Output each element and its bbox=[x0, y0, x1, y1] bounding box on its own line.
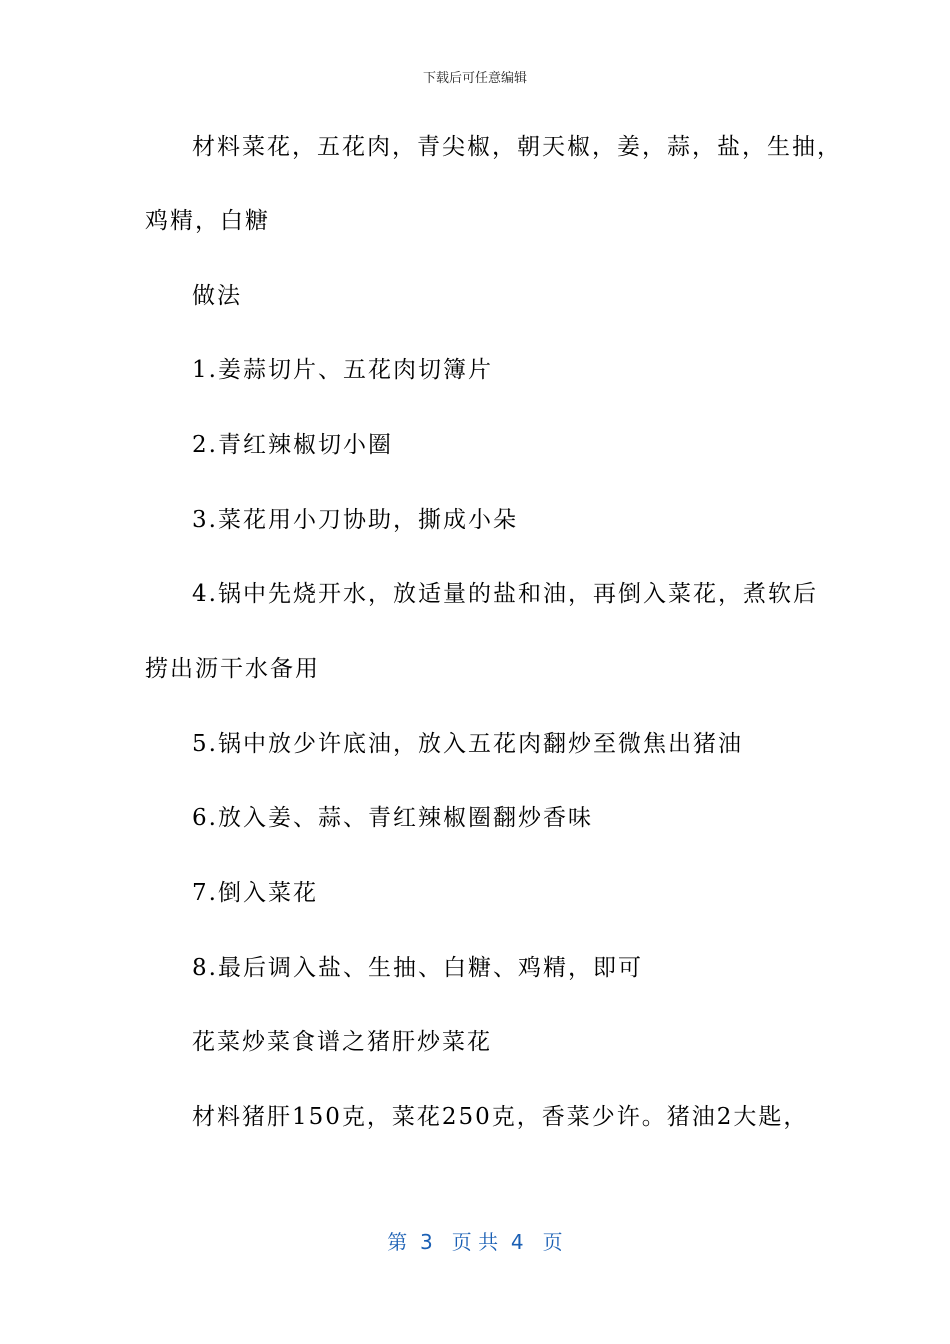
step-item: 3.菜花用小刀协助，撕成小朵 bbox=[192, 507, 518, 533]
step-item: 4.锅中先烧开水，放适量的盐和油，再倒入菜花，煮软后 bbox=[192, 581, 818, 607]
step-item-continuation: 捞出沥干水备用 bbox=[145, 656, 320, 682]
step-item: 6.放入姜、蒜、青红辣椒圈翻炒香味 bbox=[192, 805, 593, 831]
step-item: 5.锅中放少许底油，放入五花肉翻炒至微焦出猪油 bbox=[192, 731, 743, 757]
paragraph-line: 材料猪肝150克，菜花250克，香菜少许。猪油2大匙， bbox=[192, 1104, 809, 1130]
recipe-title: 花菜炒菜食谱之猪肝炒菜花 bbox=[192, 1029, 492, 1055]
paragraph-line: 材料菜花，五花肉，青尖椒，朝天椒，姜，蒜，盐，生抽， bbox=[192, 134, 842, 160]
step-item: 7.倒入菜花 bbox=[192, 880, 318, 906]
step-item: 8.最后调入盐、生抽、白糖、鸡精，即可 bbox=[192, 955, 643, 981]
paragraph-line: 鸡精，白糖 bbox=[145, 208, 270, 234]
step-item: 2.青红辣椒切小圈 bbox=[192, 432, 393, 458]
header-note: 下载后可任意编辑 bbox=[422, 71, 527, 86]
page-number-footer: 第 3 页 共 4 页 bbox=[387, 1230, 563, 1254]
step-item: 1.姜蒜切片、五花肉切簿片 bbox=[192, 357, 493, 383]
section-heading: 做法 bbox=[192, 283, 242, 309]
